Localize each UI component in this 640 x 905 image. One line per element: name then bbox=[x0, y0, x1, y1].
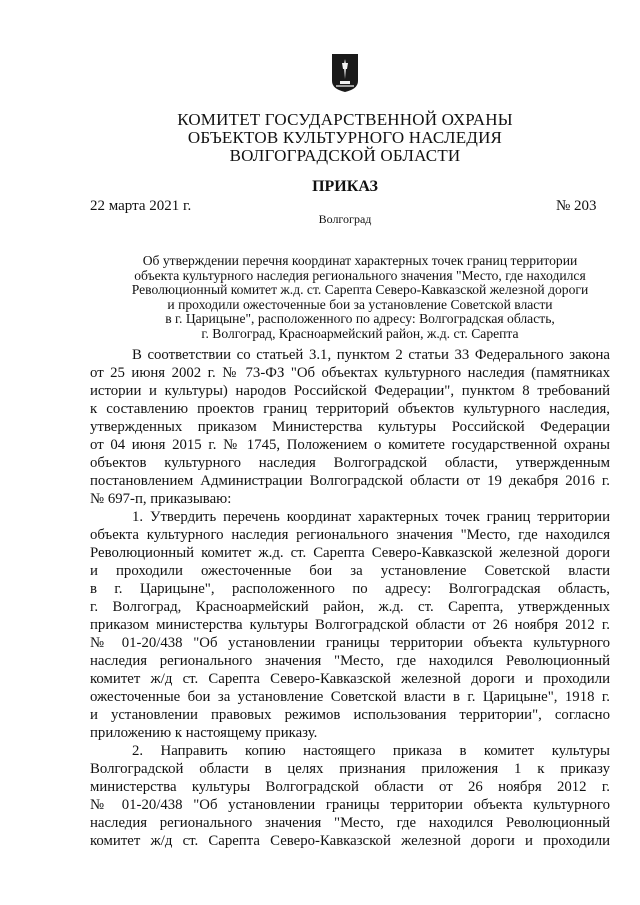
order-body bbox=[90, 346, 610, 850]
body-text-line: министерства культуры Волгоградской области от 26 ноября 2012 г. bbox=[90, 779, 610, 795]
order-number: № 203 bbox=[556, 198, 597, 214]
body-text-line: от 04 июня 2015 г. № 1745, Положением о комитете государственной охраны bbox=[90, 437, 610, 453]
body-text-line: приказом министерства культуры Волгоградской области от 26 ноября 2012 г. bbox=[90, 617, 610, 633]
body-text-line: в г. Царицыне", расположенного по адресу: Волгоградская область, bbox=[90, 581, 610, 597]
body-text-line: Революционный комитет ж.д. ст. Сарепта Северо-Кавказской железной дороги bbox=[90, 545, 610, 561]
heading-line: в г. Царицыне", расположенного по адресу: Волгоградская область, bbox=[165, 311, 555, 327]
body-text-line: наследия регионального значения "Место, где находился Революционный bbox=[90, 653, 610, 669]
body-text-line: № 01-20/438 "Об установлении границы территории объекта культурного bbox=[90, 797, 610, 813]
body-text-line: № 01-20/438 "Об установлении границы территории объекта культурного bbox=[90, 635, 610, 651]
body-text-line: к составлению проектов границ территорий объектов культурного наследия, bbox=[90, 401, 610, 417]
issue-city: Волгоград bbox=[318, 212, 372, 226]
org-name-line-1: КОМИТЕТ ГОСУДАРСТВЕННОЙ ОХРАНЫ bbox=[177, 110, 513, 129]
body-text-line: 2. Направить копию настоящего приказа в комитет культуры bbox=[132, 743, 610, 759]
body-text-line: 1. Утвердить перечень координат характерных точек границ территории bbox=[132, 509, 610, 525]
body-text-line: приложению к настоящему приказу. bbox=[90, 725, 318, 741]
body-text-line: истории и культуры) народов Российской Федерации", пунктом 8 требований bbox=[90, 383, 610, 399]
org-name-line-2: ОБЪЕКТОВ КУЛЬТУРНОГО НАСЛЕДИЯ bbox=[187, 128, 503, 147]
org-name-line-3: ВОЛГОГРАДСКОЙ ОБЛАСТИ bbox=[229, 146, 461, 165]
body-text-line: г. Волгоград, Красноармейский район, ж.д. ст. Сарепта, утвержденных bbox=[90, 599, 610, 615]
heading-line: объекта культурного наследия регионального значения "Место, где находился bbox=[134, 267, 586, 283]
body-text-line: ожесточенные бои за установление Советской власти в г. Царицыне", 1918 г. bbox=[90, 689, 610, 705]
body-text-line: и проходили ожесточенные бои за установление Советской власти bbox=[90, 563, 610, 579]
order-heading bbox=[100, 254, 620, 342]
body-text-line: комитет ж/д ст. Сарепта Северо-Кавказской железной дороги и проходили bbox=[90, 833, 610, 849]
order-date: 22 марта 2021 г. bbox=[90, 198, 192, 214]
document-type-title: ПРИКАЗ bbox=[312, 178, 378, 195]
heading-line: Об утверждении перечня координат характерных точек границ территории bbox=[142, 253, 578, 268]
heading-line: и проходили ожесточенные бои за установление Советской власти bbox=[167, 296, 553, 312]
body-text-line: Волгоградской области в целях признания приложения 1 к приказу bbox=[90, 761, 610, 777]
body-text-line: и установлении правовых режимов использования территории", согласно bbox=[90, 707, 610, 723]
body-text-line: № 697-п, приказываю: bbox=[90, 491, 232, 507]
body-text-line: от 25 июня 2002 г. № 73-ФЗ "Об объектах культурного наследия (памятниках bbox=[90, 365, 610, 381]
body-text-line: наследия регионального значения "Место, где находился Революционный bbox=[90, 815, 610, 831]
heading-line: Революционный комитет ж.д. ст. Сарепта Северо-Кавказской железной дороги bbox=[131, 282, 589, 298]
body-text-line: постановлением Администрации Волгоградской области от 19 декабря 2016 г. bbox=[90, 473, 610, 489]
heading-line: г. Волгоград, Красноармейский район, ж.д. ст. Сарепта bbox=[201, 325, 519, 341]
body-text-line: объектов культурного наследия Волгоградской области, утвержденным bbox=[90, 455, 610, 471]
body-text-line: комитет ж/д ст. Сарепта Северо-Кавказской железной дороги и проходили bbox=[90, 671, 610, 687]
body-text-line: В соответствии со статьей 3.1, пунктом 2 статьи 33 Федерального закона bbox=[132, 347, 610, 363]
body-text-line: утвержденных приказом Министерства культуры Российской Федерации bbox=[90, 419, 610, 435]
body-text-line: объекта культурного наследия регионального значения "Место, где находился bbox=[90, 527, 610, 543]
volgograd-coat-of-arms-icon bbox=[331, 53, 359, 93]
